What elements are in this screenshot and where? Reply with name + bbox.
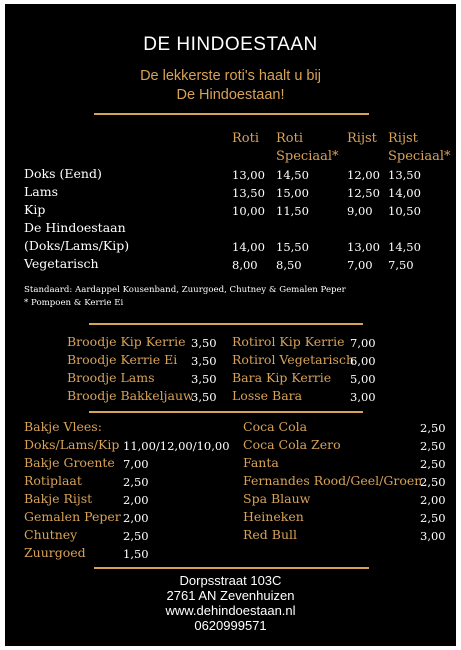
table-row-label: Lams <box>24 184 59 199</box>
menu-item-name: Gemalen Peper <box>24 509 121 524</box>
table-cell: 13,50 <box>232 186 265 200</box>
menu-item-price: 3,50 <box>191 336 217 350</box>
menu-item-price: 2,50 <box>123 475 149 489</box>
menu-item-name: Spa Blauw <box>243 491 311 506</box>
column-header-roti: Roti <box>232 131 259 146</box>
menu-item-name: Broodje Lams <box>67 370 155 385</box>
table-cell: 14,00 <box>232 240 265 254</box>
table-cell: 12,00 <box>347 168 380 182</box>
divider-broodjes-top <box>89 323 363 325</box>
table-row-label: Kip <box>24 202 46 217</box>
menu-item-price: 2,00 <box>420 493 446 507</box>
restaurant-title: DE HINDOESTAAN <box>143 34 318 55</box>
table-cell: 8,00 <box>232 258 258 272</box>
menu-item-name: Rotirol Kip Kerrie <box>232 334 345 349</box>
table-cell: 15,50 <box>276 240 309 254</box>
tagline <box>5 67 456 105</box>
menu-item-name: Bakje Rijst <box>24 491 93 506</box>
address-city: 2761 AN Zevenhuizen <box>166 588 295 603</box>
divider-broodjes-bottom <box>89 411 363 413</box>
menu-item-price: 3,00 <box>420 529 446 543</box>
table-cell: 14,00 <box>388 186 421 200</box>
menu-item-name: Zuurgoed <box>24 545 86 560</box>
menu-item-name: Fernandes Rood/Geel/Groen <box>243 473 423 488</box>
menu-item-name: Bakje Vlees: <box>24 419 102 434</box>
address-street: Dorpsstraat 103C <box>179 573 282 588</box>
tagline-line-1: De lekkerste roti's haalt u bij <box>140 68 321 84</box>
menu-item-name: Broodje Kerrie Ei <box>67 352 178 367</box>
column-header-rijst: Rijst <box>347 131 377 146</box>
table-cell: 10,00 <box>232 204 265 218</box>
menu-card <box>5 4 456 646</box>
menu-item-name: Broodje Kip Kerrie <box>67 334 186 349</box>
table-cell: 13,00 <box>232 168 265 182</box>
table-cell: 9,00 <box>347 204 373 218</box>
menu-item-price: 2,50 <box>420 511 446 525</box>
menu-item-name: Coca Cola <box>243 419 308 434</box>
menu-item-name: Chutney <box>24 527 78 542</box>
table-row-label: De Hindoestaan <box>24 220 126 235</box>
table-cell: 14,50 <box>276 168 309 182</box>
menu-item-price: 7,00 <box>350 336 376 350</box>
speciaal-note: * Pompoen & Kerrie Ei <box>24 298 124 308</box>
table-cell: 12,50 <box>347 186 380 200</box>
website-link[interactable]: www.dehindoestaan.nl <box>165 603 296 618</box>
menu-item-price: 3,00 <box>350 390 376 404</box>
table-cell: 13,00 <box>347 240 380 254</box>
divider-footer <box>94 567 369 569</box>
menu-item-price: 7,00 <box>123 457 149 471</box>
column-header-rijst-speciaal: Rijst Speciaal* <box>388 131 451 164</box>
menu-item-name: Red Bull <box>243 527 298 542</box>
menu-item-price: 2,50 <box>420 439 446 453</box>
table-cell: 15,00 <box>276 186 309 200</box>
menu-item-price: 5,00 <box>350 372 376 386</box>
table-row-label: Vegetarisch <box>24 256 99 271</box>
menu-item-price: 2,50 <box>420 475 446 489</box>
table-row-label: (Doks/Lams/Kip) <box>24 238 130 253</box>
menu-item-price: 2,50 <box>123 529 149 543</box>
menu-item-price: 2,00 <box>123 493 149 507</box>
menu-item-price: 3,50 <box>191 354 217 368</box>
table-cell: 13,50 <box>388 168 421 182</box>
table-cell: 11,50 <box>276 204 309 218</box>
table-cell: 14,50 <box>388 240 421 254</box>
tagline-line-2: De Hindoestaan! <box>176 87 285 103</box>
menu-item-price: 2,50 <box>420 457 446 471</box>
menu-item-price: 6,00 <box>350 354 376 368</box>
menu-item-name: Rotirol Vegetarisch <box>232 352 355 367</box>
phone-number[interactable]: 0620999571 <box>194 618 267 633</box>
menu-item-price: 1,50 <box>123 547 149 561</box>
menu-item-price: 11,00/12,00/10,00 <box>123 439 230 453</box>
menu-item-name: Bakje Groente <box>24 455 115 470</box>
column-header-roti-speciaal: Roti Speciaal* <box>276 131 339 164</box>
menu-item-name: Rotiplaat <box>24 473 82 488</box>
menu-item-price: 2,50 <box>420 421 446 435</box>
menu-item-name: Heineken <box>243 509 304 524</box>
menu-item-name: Doks/Lams/Kip <box>24 437 120 452</box>
menu-item-price: 2,00 <box>123 511 149 525</box>
table-row-label: Doks (Eend) <box>24 166 102 181</box>
table-cell: 10,50 <box>388 204 421 218</box>
menu-item-name: Broodje Bakkeljauw <box>67 388 194 403</box>
standard-note: Standaard: Aardappel Kousenband, Zuurgoed, Chutney & Gemalen Peper <box>24 285 346 295</box>
divider-top <box>94 113 369 115</box>
menu-item-name: Fanta <box>243 455 279 470</box>
menu-item-price: 3,50 <box>191 372 217 386</box>
menu-item-name: Coca Cola Zero <box>243 437 341 452</box>
menu-item-name: Bara Kip Kerrie <box>232 370 332 385</box>
table-cell: 7,00 <box>347 258 373 272</box>
contact-info <box>5 573 456 633</box>
menu-item-name: Losse Bara <box>232 388 303 403</box>
table-cell: 8,50 <box>276 258 302 272</box>
menu-item-price: 3,50 <box>191 390 217 404</box>
table-cell: 7,50 <box>388 258 414 272</box>
